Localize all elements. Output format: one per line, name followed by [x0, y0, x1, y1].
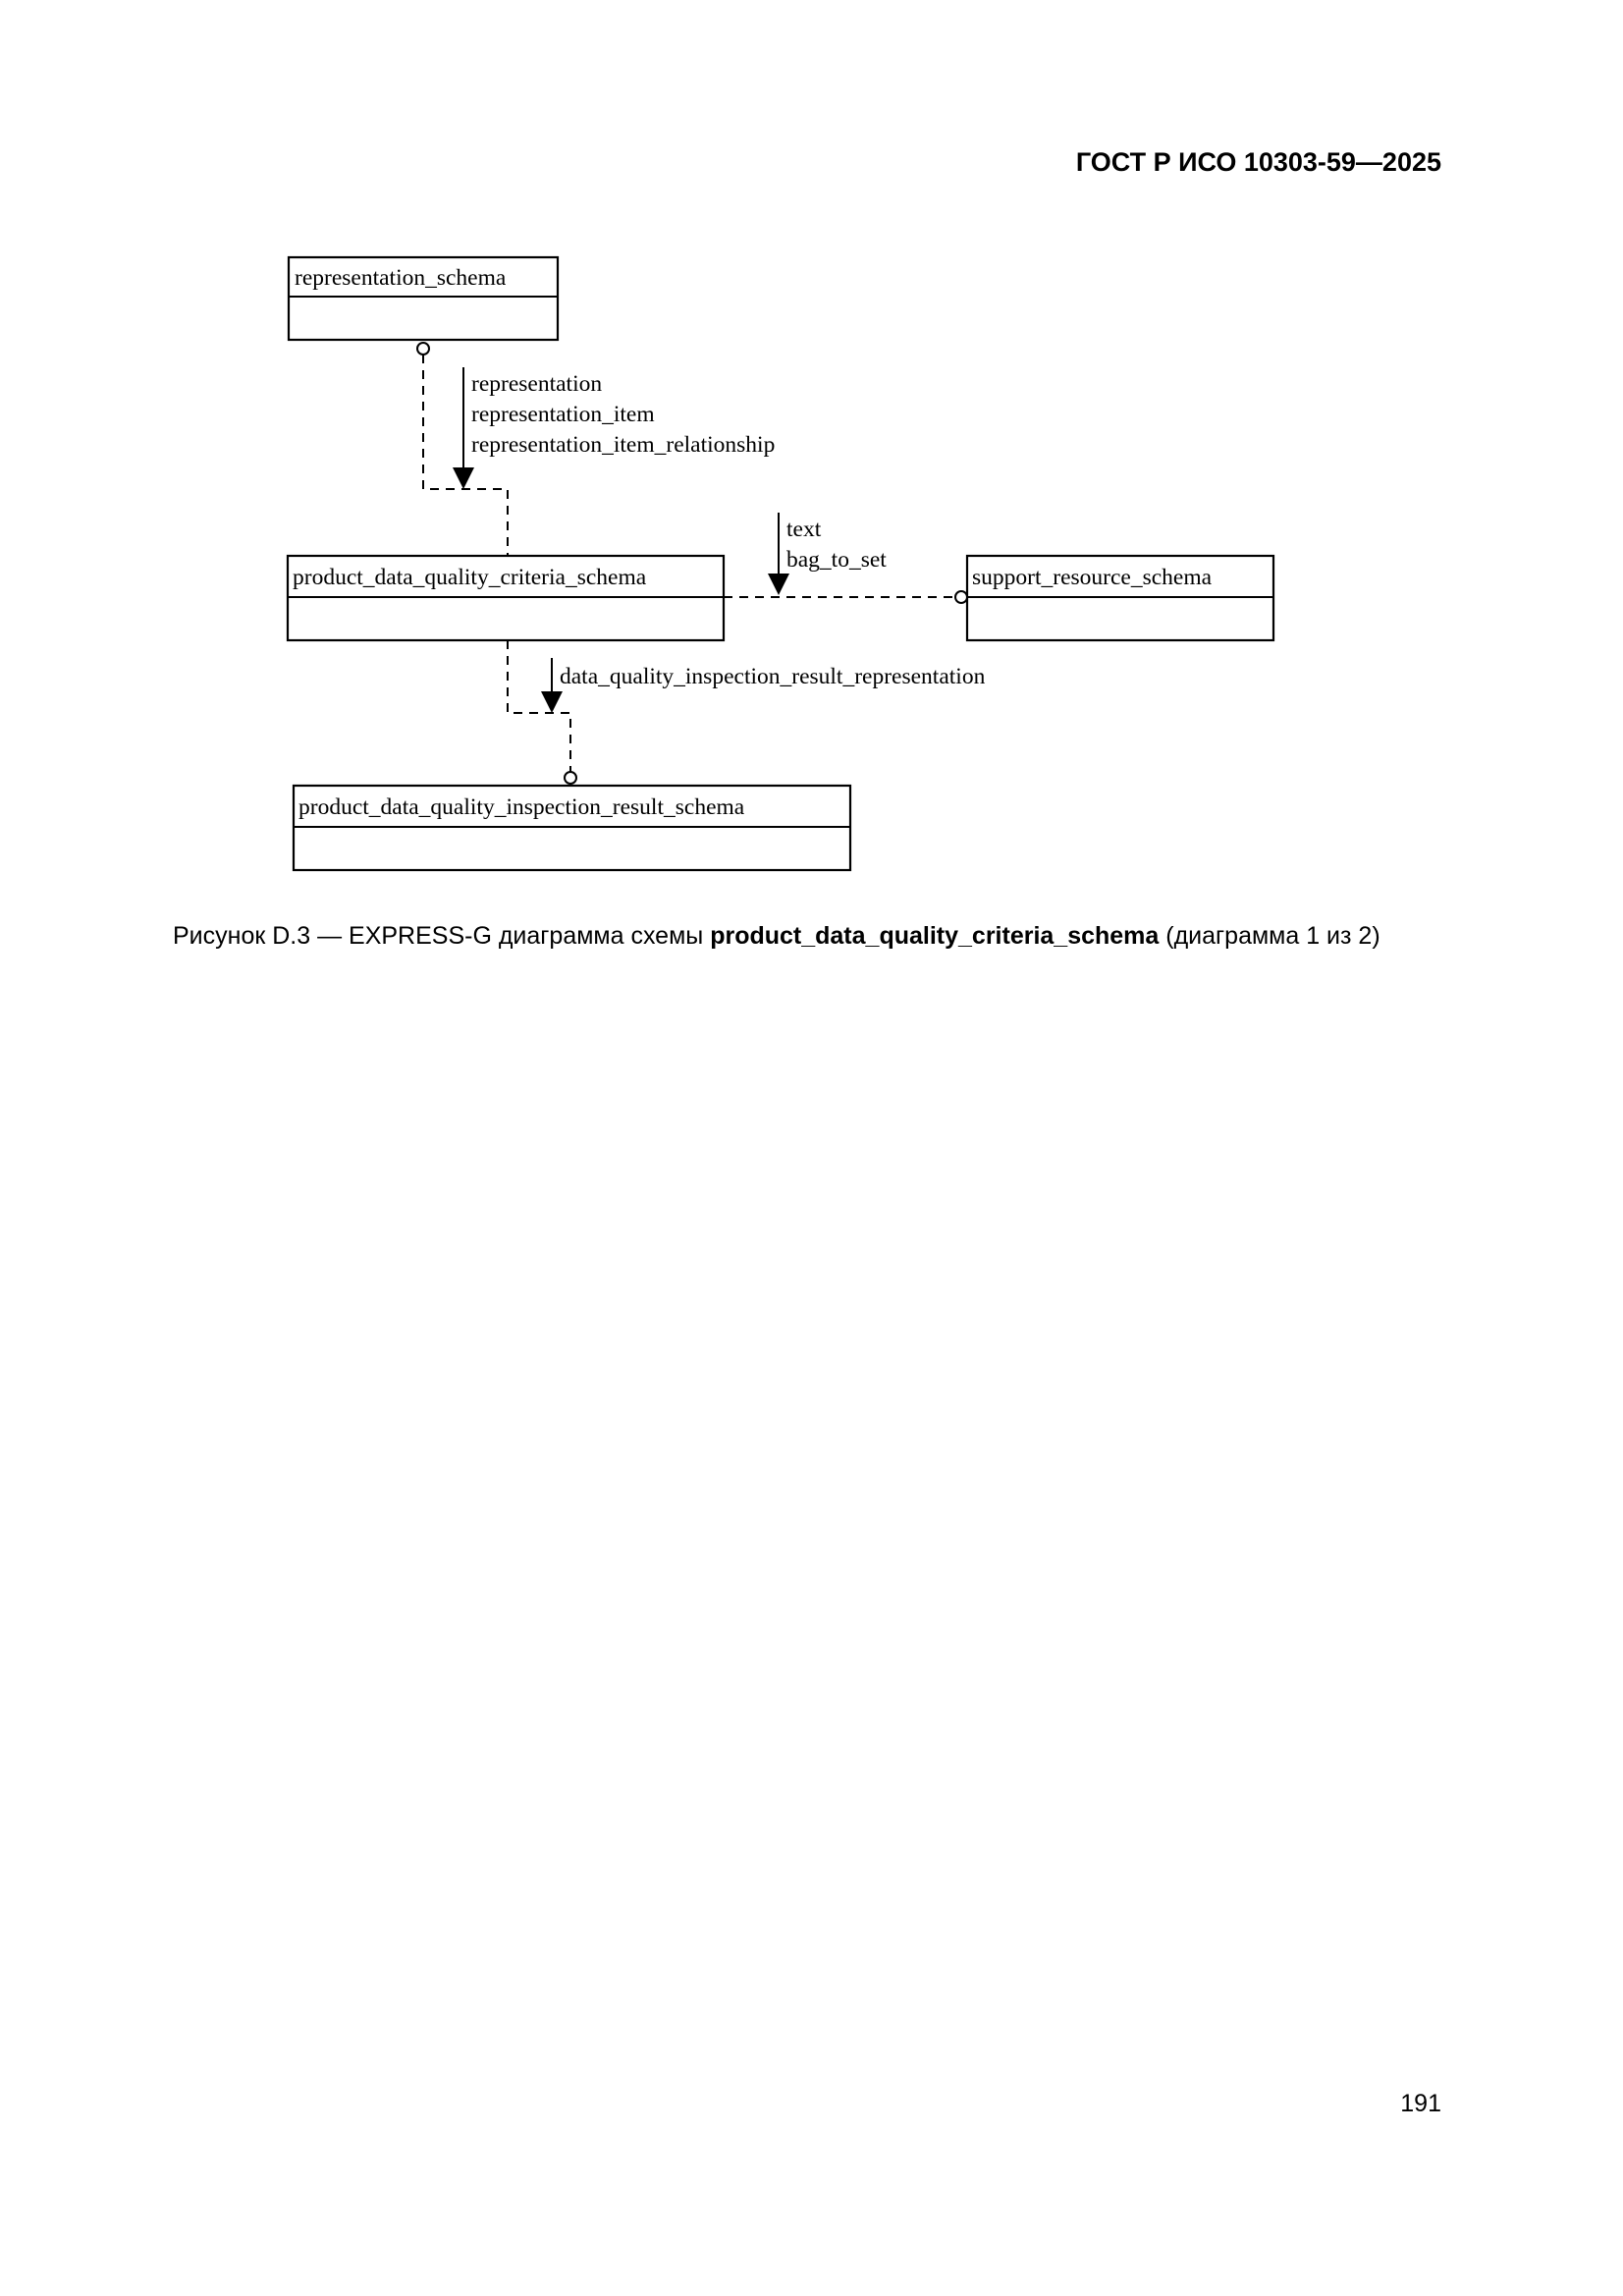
- box-criteria-schema-title: product_data_quality_criteria_schema: [293, 565, 647, 590]
- figure-caption: [173, 922, 1380, 951]
- box-representation-schema-title: representation_schema: [295, 265, 507, 291]
- express-g-diagram: [0, 0, 1623, 903]
- document-header: ГОСТ Р ИСО 10303-59—2025: [1075, 147, 1441, 177]
- ref-label-1: representation: [471, 371, 603, 397]
- connector-inspection-result: [508, 640, 576, 784]
- caption-suffix: (диаграмма 1 из 2): [1159, 922, 1380, 950]
- caption-prefix: Рисунок D.3 — EXPRESS-G диаграмма схемы: [173, 922, 711, 950]
- box-support-resource-schema-title: support_resource_schema: [972, 565, 1213, 590]
- box-inspection-result-schema: [294, 786, 850, 870]
- box-representation-schema: [289, 257, 558, 340]
- box-inspection-result-schema-title: product_data_quality_inspection_result_schema: [298, 794, 745, 820]
- box-criteria-schema: [288, 556, 724, 640]
- caption-schema-name: product_data_quality_criteria_schema: [710, 922, 1160, 950]
- box-support-resource-schema: [967, 556, 1273, 640]
- ref-label-inspection: data_quality_inspection_result_representation: [560, 664, 986, 689]
- ref-label-2: representation_item: [471, 402, 655, 427]
- page-number: 191: [1400, 2090, 1441, 2117]
- ref-label-text: text: [786, 517, 822, 542]
- ref-label-3: representation_item_relationship: [471, 432, 776, 458]
- ref-label-bag-to-set: bag_to_set: [786, 547, 887, 573]
